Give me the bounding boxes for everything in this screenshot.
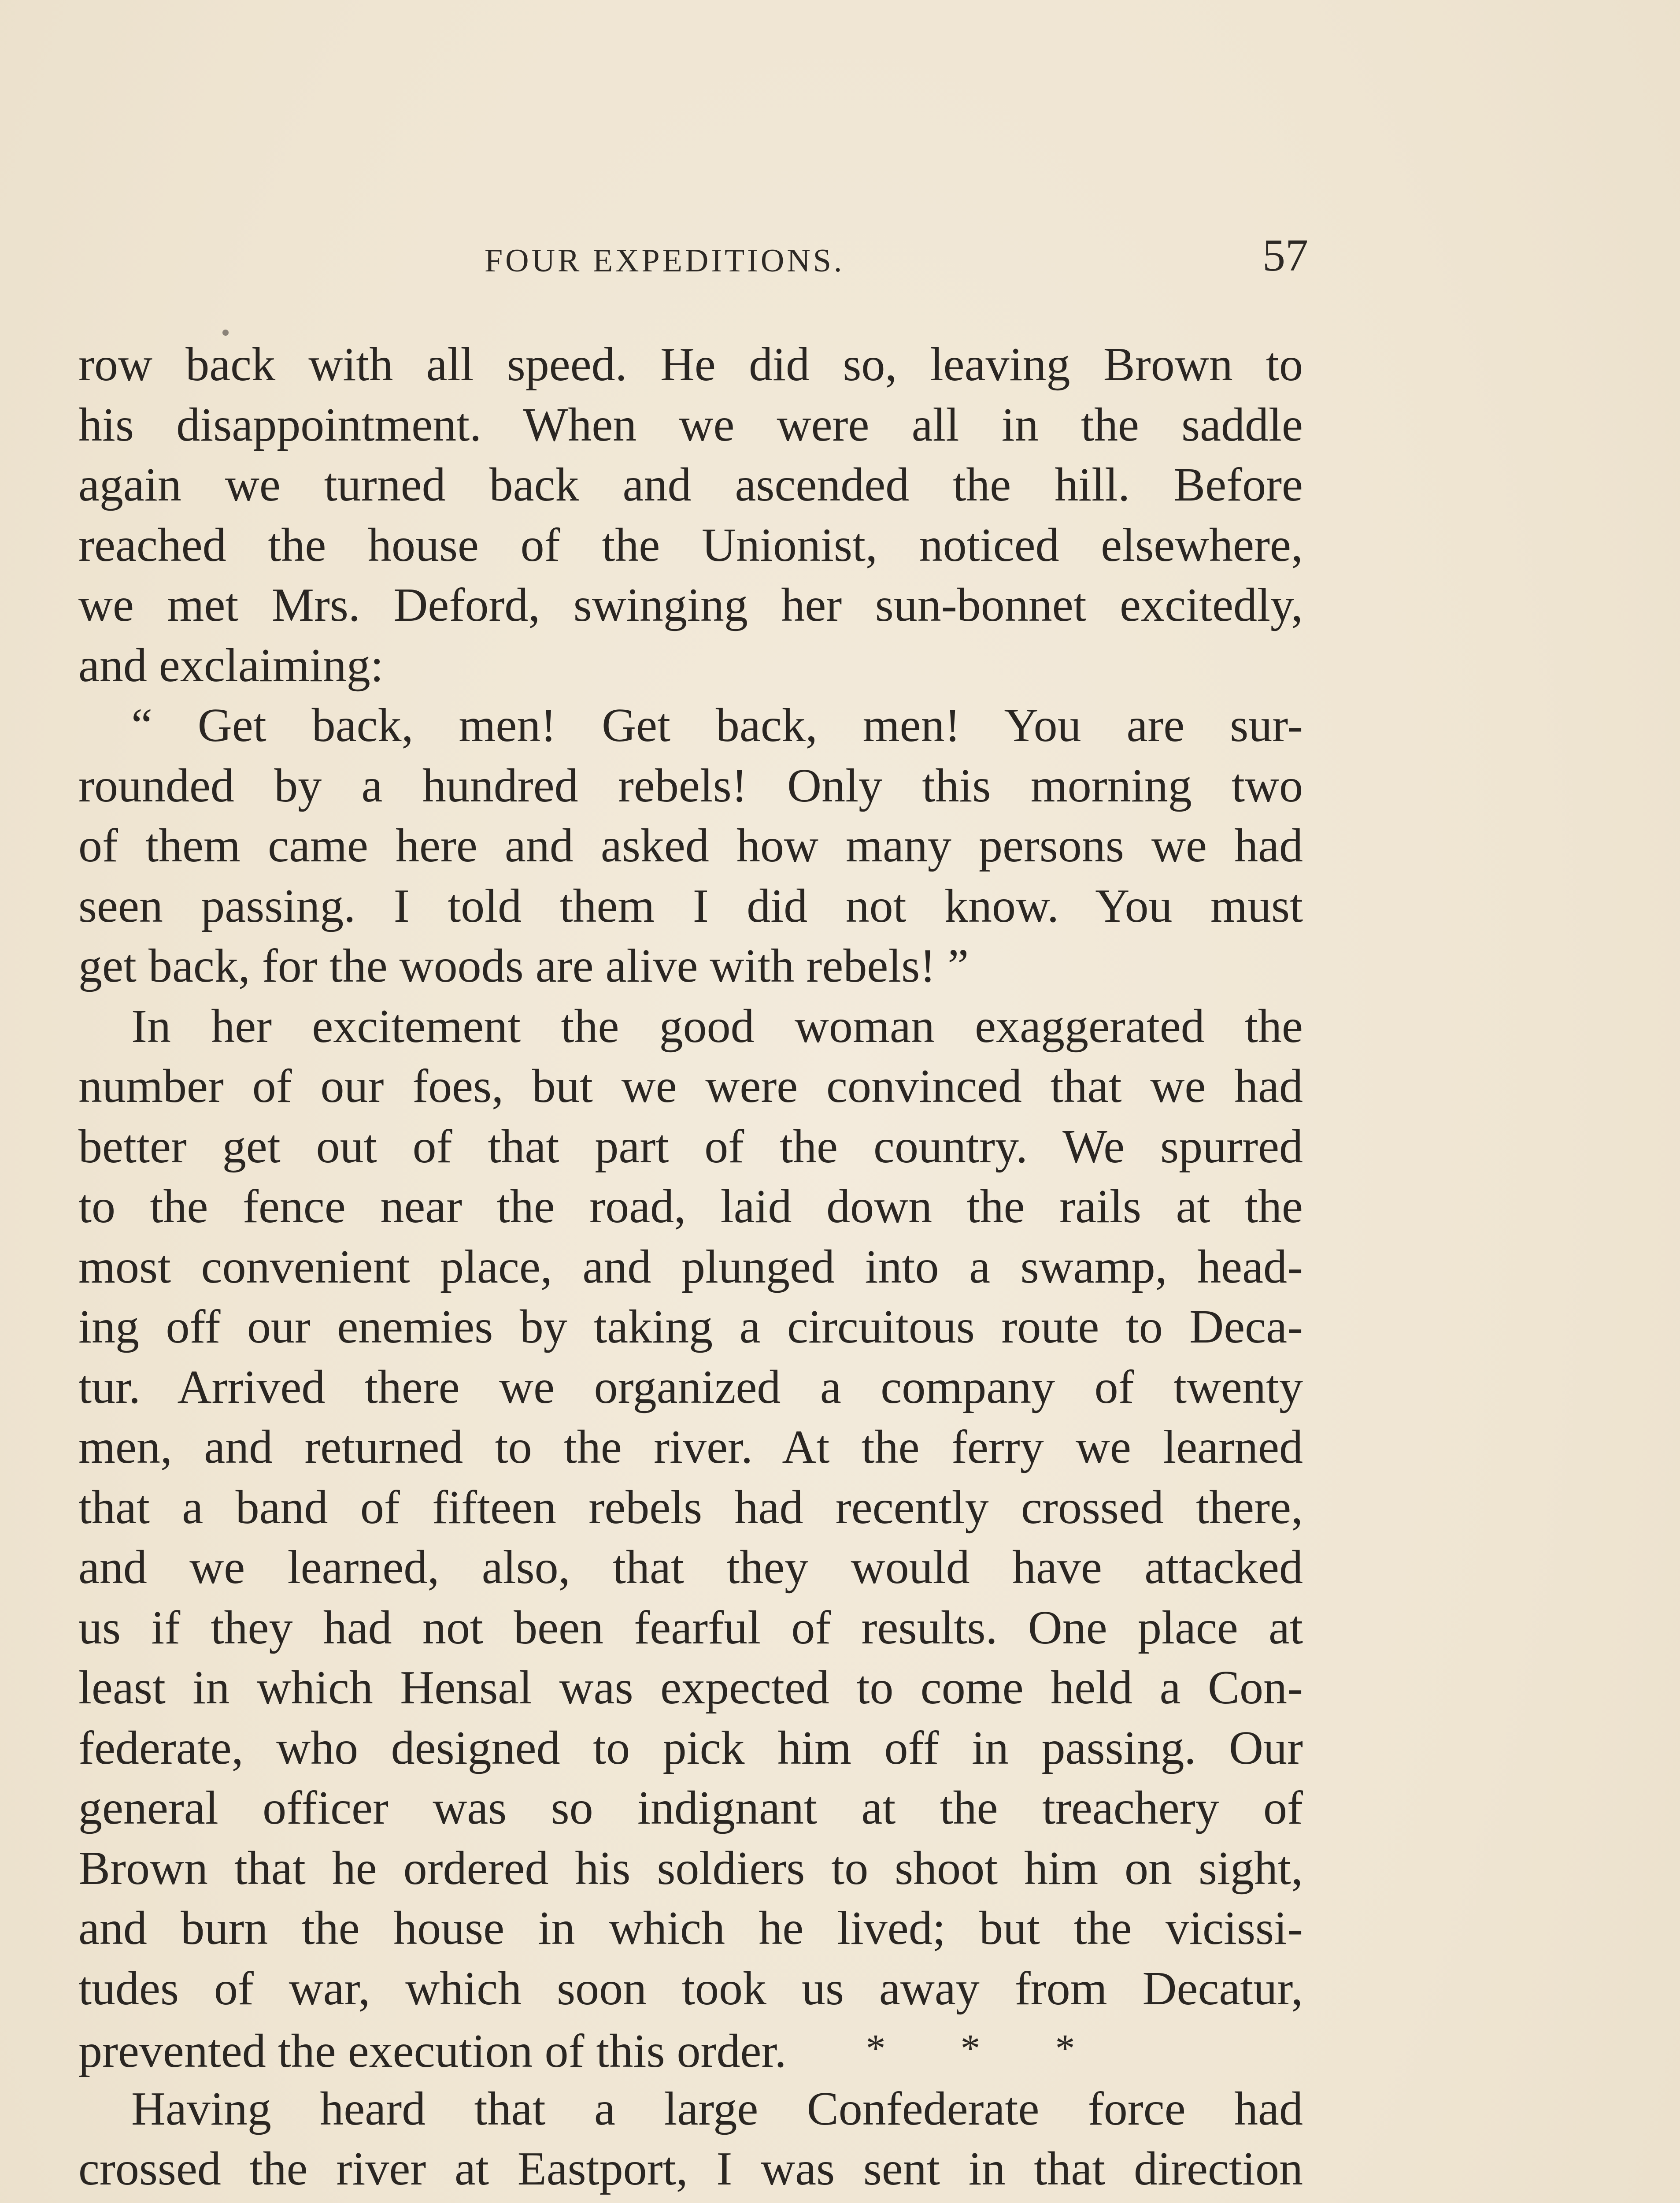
- text-line-with-section-break: [78, 2019, 1303, 2079]
- running-head: FOUR EXPEDITIONS.: [485, 243, 845, 279]
- text-line: men, and returned to the river. At the ferry we learned: [78, 1421, 1303, 1473]
- text-line: tudes of war, which soon took us away from Decatur,: [78, 1962, 1303, 2015]
- text-line: that a band of fifteen rebels had recently crossed there,: [78, 1481, 1303, 1534]
- text-line: to the fence near the road, laid down the rails at the: [78, 1180, 1303, 1233]
- text-line: again we turned back and ascended the hill. Before: [78, 459, 1303, 511]
- page-number: 57: [1262, 230, 1308, 281]
- text-line: reached the house of the Unionist, noticed elsewhere,: [78, 519, 1303, 571]
- text-line: of them came here and asked how many persons we had: [78, 820, 1303, 872]
- text-line: most convenient place, and plunged into a swamp, head-: [78, 1240, 1303, 1293]
- star-glyph: *: [960, 2027, 981, 2070]
- text-line: least in which Hensal was expected to come held a Con-: [78, 1662, 1303, 1714]
- text-line: better get out of that part of the country. We spurred: [78, 1120, 1303, 1173]
- text-line: us if they had not been fearful of results. One place at: [78, 1601, 1303, 1654]
- text-line: we met Mrs. Deford, swinging her sun-bonnet excitedly,: [78, 579, 1303, 631]
- text-line: “ Get back, men! Get back, men! You are sur-: [131, 699, 1303, 752]
- text-line: row back with all speed. He did so, leaving Brown to: [78, 338, 1303, 391]
- text-line: federate, who designed to pick him off in passing. Our: [78, 1721, 1303, 1774]
- page-header: [75, 229, 1308, 286]
- text-line: number of our foes, but we were convinced that we had: [78, 1060, 1303, 1113]
- text-line: prevented the execution of this order.: [78, 2025, 787, 2077]
- text-line: and we learned, also, that they would have attacked: [78, 1541, 1303, 1594]
- star-glyph: *: [866, 2027, 886, 2070]
- text-line: In her excitement the good woman exaggerated the: [131, 1000, 1303, 1053]
- text-line: Brown that he ordered his soldiers to shoot him on sight,: [78, 1842, 1303, 1895]
- text-line: general officer was so indignant at the treachery of: [78, 1782, 1303, 1834]
- text-line: seen passing. I told them I did not know. You must: [78, 879, 1303, 932]
- text-line: and burn the house in which he lived; but the vicissi-: [78, 1902, 1303, 1955]
- text-line: [78, 2199, 1303, 2203]
- text-line: crossed the river at Eastport, I was sent in that direction: [78, 2143, 1303, 2195]
- text-line: get back, for the woods are alive with rebels! ”: [78, 940, 969, 992]
- text-line: his disappointment. When we were all in the saddle: [78, 398, 1303, 451]
- text-line: and exclaiming:: [78, 639, 384, 692]
- text-line: rounded by a hundred rebels! Only this morning two: [78, 759, 1303, 812]
- star-glyph: *: [1055, 2027, 1075, 2070]
- body-text: [78, 335, 1303, 2203]
- section-break-stars: [866, 2019, 1150, 2082]
- text-line: Having heard that a large Confederate force had: [131, 2082, 1303, 2135]
- text-line: ing off our enemies by taking a circuitous route to Deca-: [78, 1301, 1303, 1353]
- text-line: tur. Arrived there we organized a company of twenty: [78, 1361, 1303, 1413]
